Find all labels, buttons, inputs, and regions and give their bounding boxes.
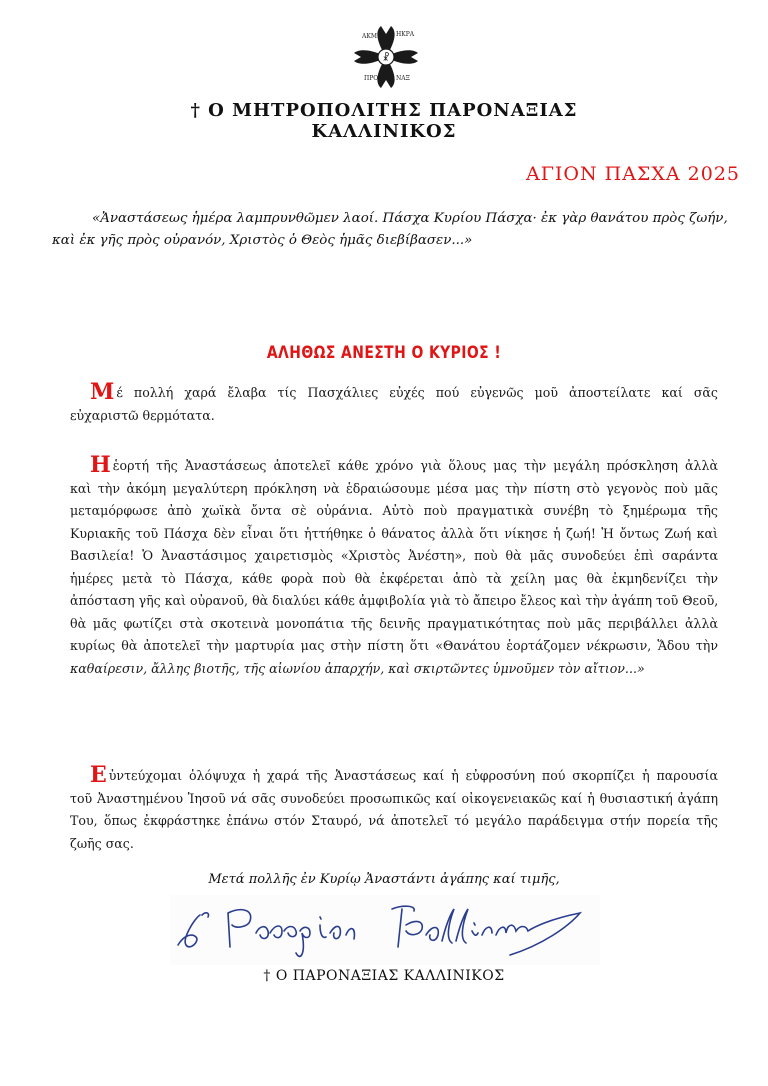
- paragraph-line: έ πολλή χαρά ἔλαβα τίς Πασχάλιες εὐχές πού εὐγενῶς μοῦ ἀποστείλατε καί σᾶς: [116, 385, 718, 400]
- handwritten-signature: [170, 895, 600, 965]
- paragraph-line: ὐντεύχομαι ὁλόψυχα ἡ χαρά τῆς Ἀναστάσεως καί ἡ εὐφροσύνη πού σκορπίζει ἡ παρουσία: [108, 768, 718, 783]
- paragraph-line: καθαίρεσιν, ἄλλης βιοτῆς, τῆς αἰωνίου ἀπαρχήν, καὶ σκιρτῶντες ὑμνοῦμεν τὸν αἴτιον...»: [70, 660, 645, 676]
- svg-text:ΗΚΡΑ: ΗΚΡΑ: [396, 31, 415, 38]
- svg-text:ΝΑΞ: ΝΑΞ: [396, 75, 410, 82]
- metropolitan-title: † Ο ΜΗΤΡΟΠΟΛΙΤΗΣ ΠΑΡΟΝΑΞΙΑΣ: [190, 100, 578, 121]
- body-paragraph-2: [70, 452, 719, 680]
- paragraph-line: ἀπόσταση γῆς καὶ οὐρανοῦ, θὰ διαλύει κάθε ἀμφιβολία γιὰ τὸ ἄπειρο ἔλεος καὶ τὴν ἀγάπη τοῦ Θεοῦ,: [70, 593, 719, 608]
- paragraph-line: μεταμόρφωσε ἀπὸ χωϊκὰ ὄντα σὲ οὐράνια. Αὐτὸ ποὺ πραγματικὰ συνέβη τὸ ξημέρωμα τῆς: [70, 503, 718, 518]
- illuminated-dropcap: Ε: [90, 762, 107, 788]
- metropolis-emblem-icon: [348, 22, 424, 92]
- illuminated-dropcap: Η: [90, 452, 111, 478]
- paragraph-line: τοῦ Ἀναστημένου Ἰησοῦ νά σᾶς συνοδεύει προσωπικῶς καί οἰκογενειακῶς καί ἡ θυσιαστική ἀγάπη: [70, 790, 718, 806]
- paragraph-line: Βασιλεία! Ὁ Ἀναστάσιμος χαιρετισμὸς «Χριστὸς Ἀνέστη», ποὺ θὰ μᾶς συνοδεύει ἐπὶ σαράντα: [70, 548, 718, 563]
- paragraph-line: καὶ τὴν ἀκόμη μεγαλύτερη πρόκληση νὰ ἑδραιώσουμε μέσα μας τὴν πίστη στὸ γεγονὸς ποὺ μᾶς: [70, 480, 718, 496]
- svg-text:ΑΚΜ: ΑΚΜ: [362, 33, 377, 40]
- paschal-hymn-quote: [52, 208, 732, 252]
- hymn-line: «Ἀναστάσεως ἡμέρα λαμπρυνθῶμεν λαοί. Πάσχα Κυρίου Πάσχα· ἐκ γὰρ θανάτου πρὸς ζωήν,: [92, 211, 728, 226]
- svg-text:ΠΡΟ: ΠΡΟ: [364, 75, 379, 82]
- paragraph-line: εὐχαριστῶ θερμότατα.: [70, 407, 215, 423]
- paragraph-line: ἡμέρες μετὰ τὸ Πάσχα, κάθε φορὰ ποὺ θὰ ἐκφέρεται ἀπὸ τὰ χείλη μας θὰ ἐκμηδενίζει τὴν: [70, 570, 718, 586]
- paragraph-line: ἑορτή τῆς Ἀναστάσεως ἀποτελεῖ κάθε χρόνο γιὰ ὅλους μας τὴν μεγάλη πρόσκληση ἀλλὰ: [112, 458, 718, 473]
- illuminated-dropcap: Μ: [90, 379, 115, 405]
- signer-name: † Ο ΠΑΡΟΝΑΞΙΑΣ ΚΑΛΛΙΝΙΚΟΣ: [263, 968, 505, 984]
- paragraph-line: ζωῆς σας.: [70, 835, 134, 851]
- feast-title: ΑΓΙΟΝ ΠΑΣΧΑ 2025: [525, 163, 740, 185]
- paragraph-line: Κυριακῆς τοῦ Πάσχα δὲν εἶναι ὅτι ἡττήθηκε ὁ θάνατος ἀλλὰ ὅτι νίκησε ἡ ζωή! Ἡ ὄντως Ζωή καὶ: [70, 525, 718, 541]
- paragraph-line: κυρίως θὰ ἀποτελεῖ τὴν μαρτυρία μας στὴν πίστη ὅτι «Θανάτου ἑορτάζομεν νέκρωσιν, Ἅδου τὴν: [70, 638, 718, 653]
- svg-text:☧: ☧: [382, 53, 390, 64]
- body-paragraph-1: [70, 379, 718, 427]
- closing-salutation: Μετά πολλῆς ἐν Κυρίῳ Ἀναστάντι ἀγάπης καί τιμῆς,: [208, 872, 560, 887]
- hymn-line: καὶ ἐκ γῆς πρὸς οὐρανόν, Χριστὸς ὁ Θεὸς ἡμᾶς διεβίβασεν...»: [52, 233, 473, 248]
- metropolitan-name: ΚΑΛΛΙΝΙΚΟΣ: [311, 121, 457, 142]
- paragraph-line: Του, ὅπως ἐκφράστηκε ἐπάνω στόν Σταυρό, νά ἀποτελεῖ τό μεγάλο παράδειγμα στήν πορεία τῆς: [70, 813, 718, 828]
- paschal-greeting: ΑΛΗΘΩΣ ΑΝΕΣΤΗ Ο ΚΥΡΙΟΣ !: [266, 343, 502, 363]
- paragraph-line: θὰ μᾶς φωτίζει στὰ σκοτεινὰ μονοπάτια τῆς δεινῆς πραγματικότητας ποὺ μᾶς περιβάλλει ἀλλὰ: [70, 615, 718, 631]
- body-paragraph-3: [70, 762, 718, 855]
